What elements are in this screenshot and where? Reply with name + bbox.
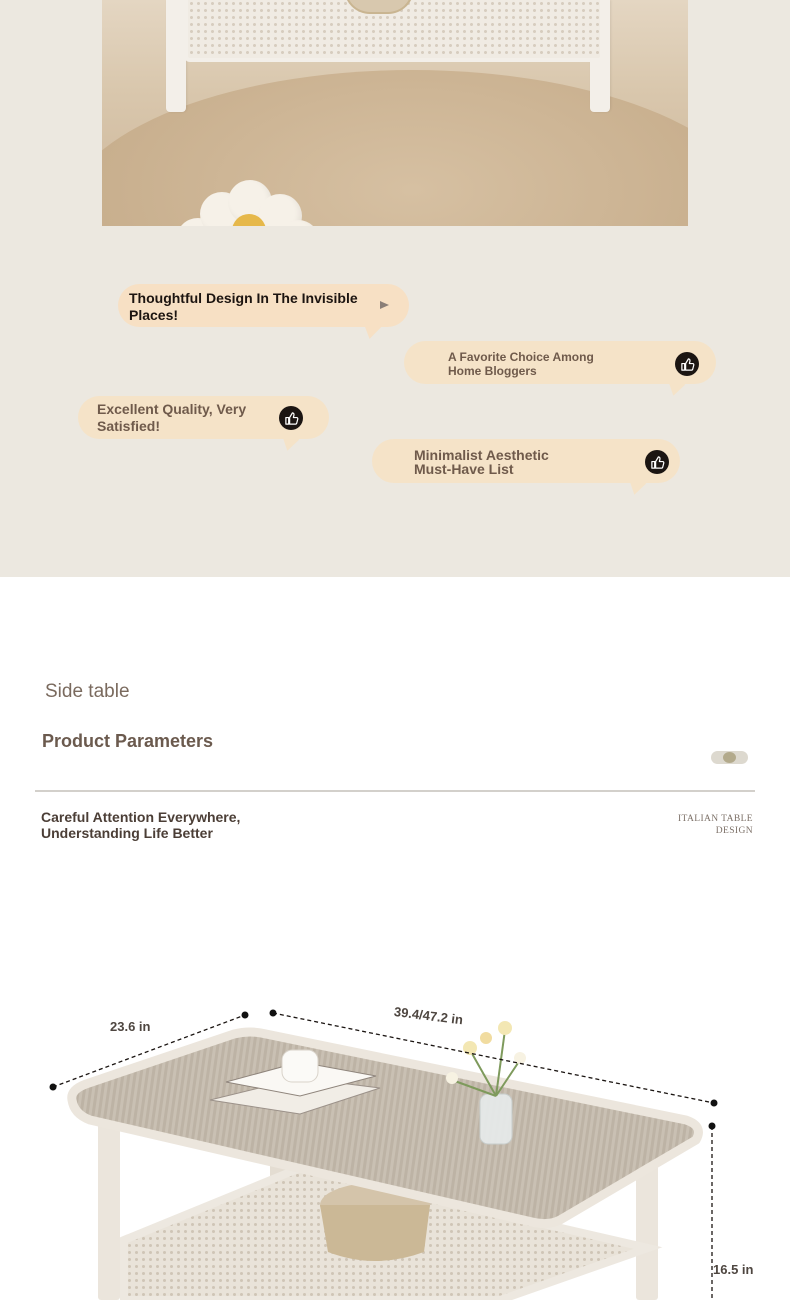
table-illustration — [0, 990, 790, 1300]
brand-line: ITALIAN TABLE — [677, 814, 753, 824]
toggle-switch[interactable] — [711, 751, 748, 764]
toggle-knob — [723, 752, 736, 763]
vase — [480, 1094, 512, 1144]
thumbs-up-icon — [279, 406, 303, 430]
width-label: 23.6 in — [110, 1019, 151, 1034]
height-label: 16.5 in — [713, 1262, 754, 1277]
reviews-section — [0, 0, 790, 577]
product-photo — [102, 0, 688, 226]
tagline — [41, 809, 240, 841]
pointer-icon — [380, 301, 389, 309]
review-bubble — [118, 284, 409, 327]
review-bubble — [404, 341, 716, 384]
tagline-line: Careful Attention Everywhere, — [41, 809, 241, 825]
review-text: Thoughtful Design In The Invisible Places! — [129, 290, 358, 323]
review-text: Excellent Quality, Very Satisfied! — [97, 401, 247, 434]
basket-body — [320, 1205, 430, 1261]
section-label: Side table — [45, 681, 130, 702]
dimension-figure — [0, 990, 790, 1300]
divider — [35, 790, 755, 792]
page-title: Product Parameters — [42, 731, 214, 751]
flower-cushion — [176, 178, 316, 226]
length-label: 39.4/47.2 in — [393, 1004, 464, 1028]
review-bubble — [372, 439, 680, 483]
review-bubble — [78, 396, 329, 439]
thumbs-up-icon — [645, 450, 669, 474]
brand-line: DESIGN — [715, 825, 753, 836]
tagline-line: Understanding Life Better — [41, 825, 213, 842]
brand-mark — [620, 814, 753, 838]
table-leg — [98, 1110, 120, 1300]
thumbs-up-icon — [675, 352, 699, 376]
review-text: A Favorite Choice Among Home Bloggers — [448, 350, 594, 379]
cup — [282, 1050, 318, 1082]
table-leg — [166, 0, 186, 112]
review-text: Minimalist Aesthetic Must-Have List — [414, 447, 549, 477]
